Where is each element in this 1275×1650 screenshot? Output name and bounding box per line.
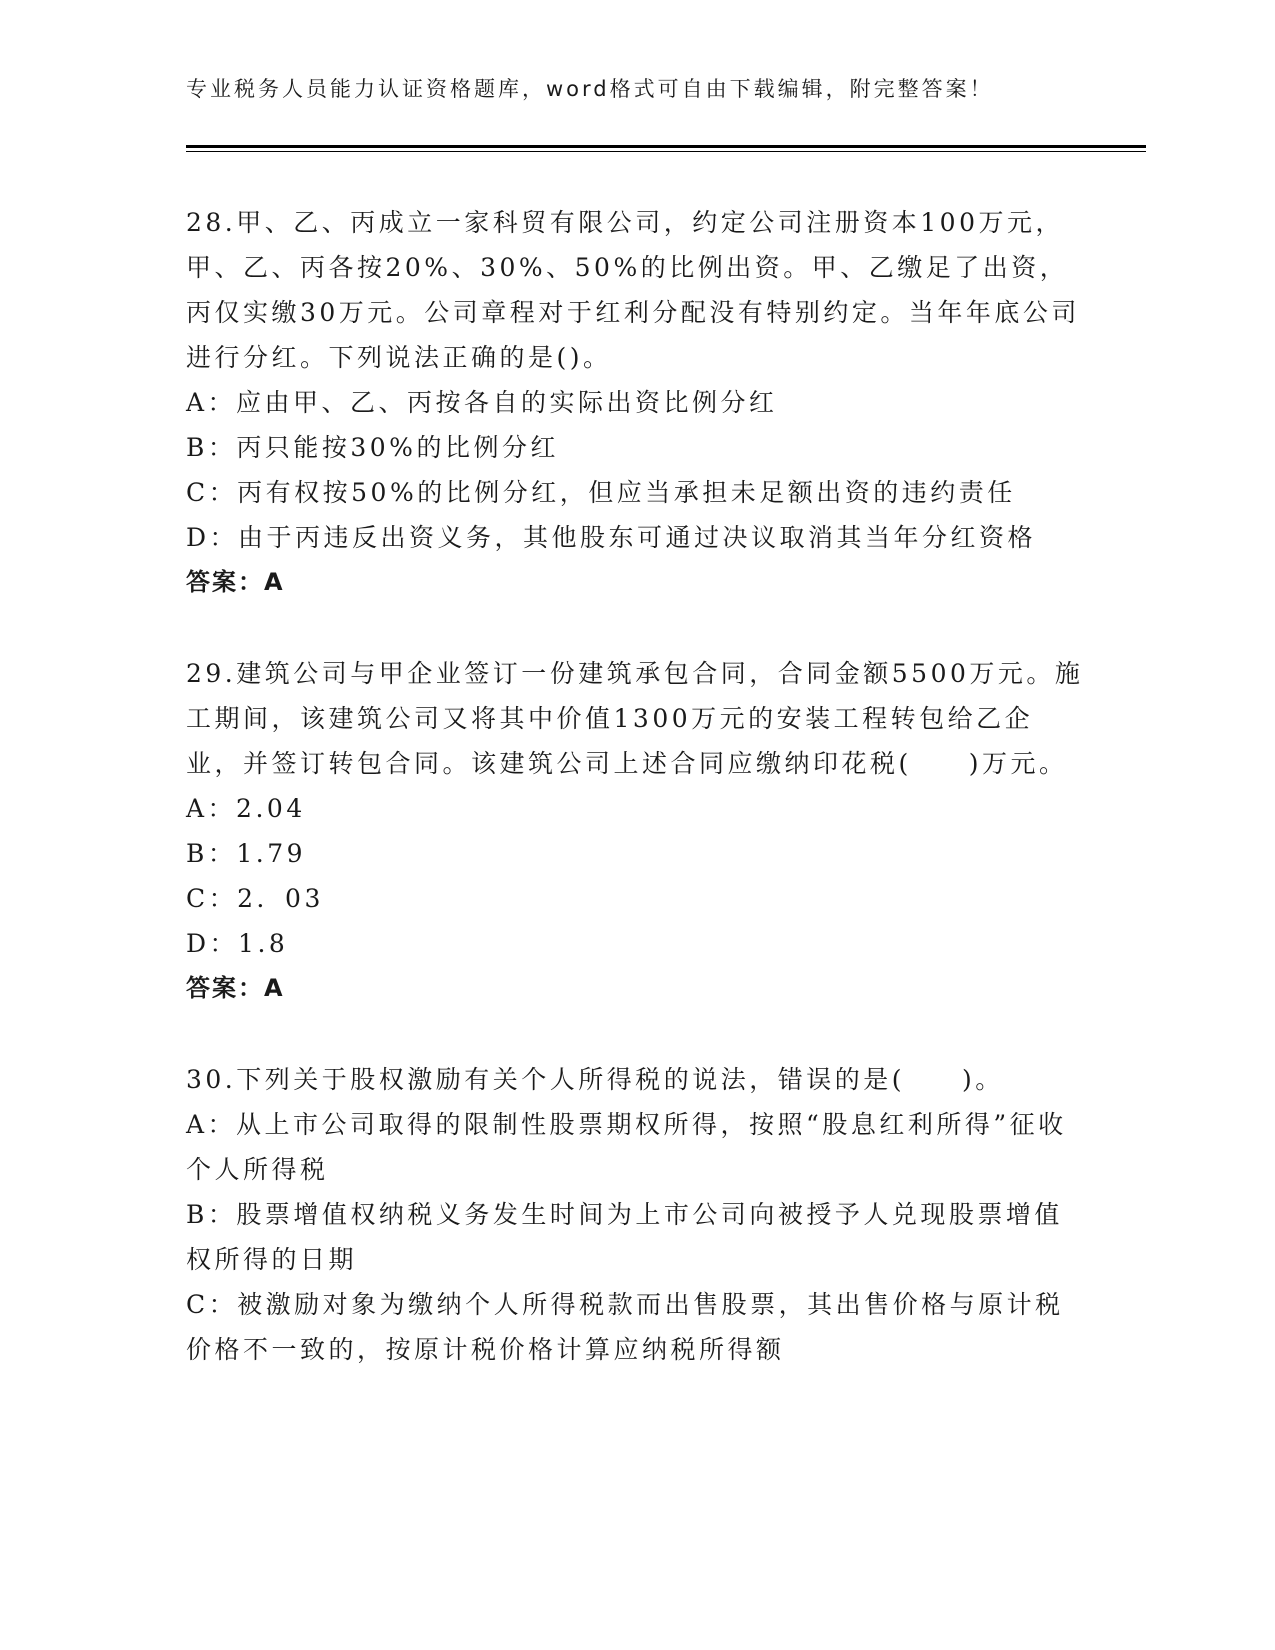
option-d: D：由于丙违反出资义务，其他股东可通过决议取消其当年分红资格 bbox=[186, 523, 1037, 552]
option-a: A：应由甲、乙、丙按各自的实际出资比例分红 bbox=[186, 388, 778, 417]
answer: 答案：A bbox=[186, 974, 285, 1002]
header-rule-thin bbox=[186, 151, 1146, 152]
option-b: B：股票增值权纳税义务发生时间为上市公司向被授予人兑现股票增值权所得的日期 bbox=[186, 1200, 1063, 1274]
question-stem: 28.甲、乙、丙成立一家科贸有限公司，约定公司注册资本100万元，甲、乙、丙各按20%、30%、50%的比例出资。甲、乙缴足了出资，丙仅实缴30万元。公司章程对于红利分配没有特别约定。当年年底公司进行分红。下列说法正确的是()。 bbox=[186, 208, 1080, 372]
option-a: A：2.04 bbox=[186, 794, 306, 823]
page-header: 专业税务人员能力认证资格题库，word格式可自由下载编辑，附完整答案！ bbox=[186, 77, 994, 101]
question-30 bbox=[186, 1057, 1086, 1372]
answer: 答案：A bbox=[186, 568, 285, 596]
question-28 bbox=[186, 200, 1086, 605]
header-rule-thick bbox=[186, 145, 1146, 148]
option-d: D：1.8 bbox=[186, 929, 289, 958]
option-b: B：丙只能按30%的比例分红 bbox=[186, 433, 559, 462]
question-list bbox=[186, 200, 1086, 1418]
option-c: C：被激励对象为缴纳个人所得税款而出售股票，其出售价格与原计税价格不一致的，按原计税价格计算应纳税所得额 bbox=[186, 1290, 1064, 1364]
question-stem: 29.建筑公司与甲企业签订一份建筑承包合同，合同金额5500万元。施工期间，该建筑公司又将其中价值1300万元的安装工程转包给乙企业，并签订转包合同。该建筑公司上述合同应缴纳印花税( )万元。 bbox=[186, 659, 1084, 778]
option-b: B：1.79 bbox=[186, 839, 307, 868]
question-29 bbox=[186, 651, 1086, 1011]
question-stem: 30.下列关于股权激励有关个人所得税的说法，错误的是( )。 bbox=[186, 1065, 1004, 1094]
option-c: C：丙有权按50%的比例分红，但应当承担未足额出资的违约责任 bbox=[186, 478, 1016, 507]
option-c: C：2．03 bbox=[186, 884, 324, 913]
option-a: A：从上市公司取得的限制性股票期权所得，按照“股息红利所得”征收个人所得税 bbox=[186, 1110, 1067, 1184]
